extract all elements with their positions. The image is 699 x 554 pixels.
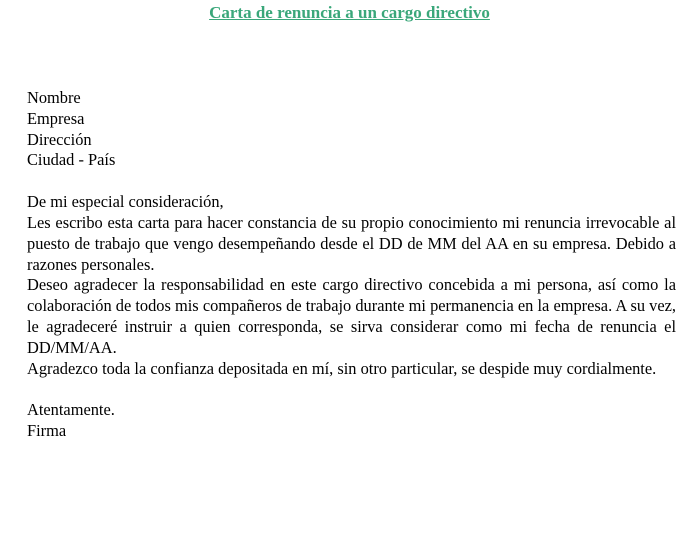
address-street: Dirección [27,129,92,149]
document-title: Carta de renuncia a un cargo directivo [209,3,490,22]
paragraph-farewell: Agradezco toda la confianza depositada en mí, sin otro particular, se despide muy cordialmente. [27,358,657,378]
letter-body [27,88,676,442]
greeting: De mi especial consideración, [27,192,224,212]
paragraph-resignation: Les escribo esta carta para hacer constancia de su propio conocimiento mi renuncia irrevocable al puesto de trabajo que vengo desempeñando desde el DD de MM del AA en su empresa. Debido a razones personales. [27,212,676,274]
paragraph-gratitude: Deseo agradecer la responsabilidad en este cargo directivo concebida a mi persona, así como la colaboración de todos mis compañeros de trabajo durante mi permanencia en la empresa. A su vez, le agradeceré instruir a quien corresponda, se sirva considerar como mi fecha de renuncia el DD/MM/AA. [27,275,676,357]
address-name: Nombre [27,88,81,107]
signature: Firma [27,421,67,441]
closing: Atentamente. [27,400,115,420]
address-company: Empresa [27,108,85,128]
address-block [27,88,676,171]
address-city-country: Ciudad - País [27,150,116,170]
